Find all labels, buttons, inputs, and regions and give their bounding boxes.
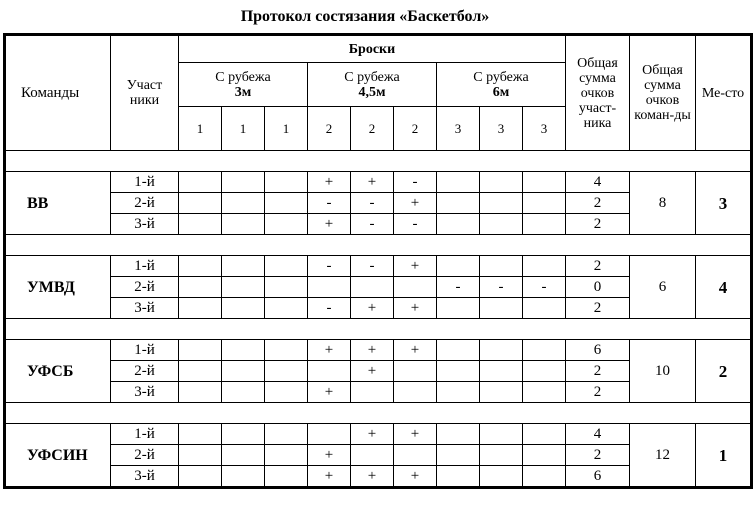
header-attempt-number: 1 bbox=[222, 107, 265, 151]
header-teams: Команды bbox=[5, 35, 111, 151]
throw-result-cell bbox=[179, 214, 222, 235]
throw-result-cell bbox=[394, 277, 437, 298]
throw-result-cell bbox=[437, 424, 480, 445]
throw-result-cell bbox=[523, 298, 566, 319]
header-attempt-number: 2 bbox=[351, 107, 394, 151]
header-attempt-number: 1 bbox=[179, 107, 222, 151]
separator-cell bbox=[5, 235, 752, 256]
separator-row bbox=[5, 235, 752, 256]
throw-result-cell: + bbox=[308, 340, 351, 361]
throw-result-cell bbox=[480, 361, 523, 382]
throw-result-cell: + bbox=[351, 172, 394, 193]
table-row bbox=[5, 340, 752, 361]
header-attempt-number: 3 bbox=[523, 107, 566, 151]
throw-result-cell bbox=[437, 172, 480, 193]
participant-label: 3-й bbox=[111, 382, 179, 403]
document-title: Протокол состязания «Баскетбол» bbox=[240, 8, 490, 25]
throw-result-cell: + bbox=[308, 445, 351, 466]
header-attempt-number: 2 bbox=[394, 107, 437, 151]
throw-result-cell bbox=[351, 445, 394, 466]
throw-result-cell bbox=[523, 424, 566, 445]
participant-label: 1-й bbox=[111, 172, 179, 193]
participant-total: 2 bbox=[566, 361, 630, 382]
separator-cell bbox=[5, 151, 752, 172]
throw-result-cell bbox=[222, 193, 265, 214]
header-line-distance: 4,5м bbox=[358, 84, 386, 100]
separator-row bbox=[5, 151, 752, 172]
throw-result-cell: + bbox=[394, 298, 437, 319]
throw-result-cell: - bbox=[308, 256, 351, 277]
separator-row bbox=[5, 319, 752, 340]
throw-result-cell bbox=[394, 361, 437, 382]
throw-result-cell bbox=[265, 361, 308, 382]
throw-result-cell bbox=[523, 445, 566, 466]
throw-result-cell bbox=[480, 466, 523, 488]
header-attempt-number: 3 bbox=[480, 107, 523, 151]
throw-result-cell: + bbox=[394, 256, 437, 277]
header-attempt-number: 2 bbox=[308, 107, 351, 151]
throw-result-cell bbox=[179, 172, 222, 193]
team-name: УФСИН bbox=[5, 424, 111, 488]
throw-result-cell bbox=[265, 424, 308, 445]
throw-result-cell bbox=[179, 277, 222, 298]
header-line-prefix: С рубежа bbox=[344, 69, 400, 85]
team-place: 2 bbox=[696, 340, 752, 403]
header-participant-total: Общая сумма очков участ-ника bbox=[566, 35, 630, 151]
throw-result-cell bbox=[437, 193, 480, 214]
throw-result-cell bbox=[179, 340, 222, 361]
throw-result-cell bbox=[179, 361, 222, 382]
throw-result-cell bbox=[265, 193, 308, 214]
throw-result-cell bbox=[480, 340, 523, 361]
throw-result-cell bbox=[265, 256, 308, 277]
throw-result-cell bbox=[265, 340, 308, 361]
participant-total: 4 bbox=[566, 172, 630, 193]
throw-result-cell bbox=[523, 466, 566, 488]
throw-result-cell bbox=[437, 298, 480, 319]
throw-result-cell bbox=[351, 382, 394, 403]
throw-result-cell bbox=[437, 214, 480, 235]
team-name: УФСБ bbox=[5, 340, 111, 403]
team-place: 1 bbox=[696, 424, 752, 488]
throw-result-cell bbox=[222, 298, 265, 319]
participant-label: 1-й bbox=[111, 424, 179, 445]
throw-result-cell bbox=[480, 445, 523, 466]
separator-cell bbox=[5, 319, 752, 340]
throw-result-cell bbox=[480, 298, 523, 319]
throw-result-cell bbox=[179, 298, 222, 319]
throw-result-cell: + bbox=[394, 424, 437, 445]
header-attempt-number: 3 bbox=[437, 107, 480, 151]
participant-total: 6 bbox=[566, 340, 630, 361]
team-total: 6 bbox=[630, 256, 696, 319]
throw-result-cell bbox=[308, 424, 351, 445]
throw-result-cell bbox=[179, 424, 222, 445]
header-participants: Участ ники bbox=[111, 35, 179, 151]
throw-result-cell: + bbox=[351, 298, 394, 319]
participant-total: 2 bbox=[566, 214, 630, 235]
header-line-distance: 6м bbox=[492, 84, 510, 100]
throw-result-cell bbox=[222, 172, 265, 193]
team-name: УМВД bbox=[5, 256, 111, 319]
throw-result-cell: - bbox=[437, 277, 480, 298]
participant-total: 6 bbox=[566, 466, 630, 488]
header-team-total: Общая сумма очков коман-ды bbox=[630, 35, 696, 151]
throw-result-cell bbox=[523, 256, 566, 277]
throw-result-cell: - bbox=[308, 298, 351, 319]
throw-result-cell: + bbox=[308, 214, 351, 235]
team-name: ВВ bbox=[5, 172, 111, 235]
participant-total: 2 bbox=[566, 382, 630, 403]
throw-result-cell bbox=[222, 424, 265, 445]
throw-result-cell bbox=[222, 382, 265, 403]
throw-result-cell: + bbox=[394, 340, 437, 361]
throw-result-cell bbox=[308, 277, 351, 298]
separator-row bbox=[5, 403, 752, 424]
throw-result-cell bbox=[437, 382, 480, 403]
throw-result-cell: - bbox=[351, 256, 394, 277]
participant-label: 2-й bbox=[111, 361, 179, 382]
participant-total: 2 bbox=[566, 445, 630, 466]
throw-result-cell: + bbox=[351, 340, 394, 361]
header-line-distance: 3м bbox=[234, 84, 252, 100]
throw-result-cell bbox=[179, 445, 222, 466]
throw-result-cell bbox=[523, 340, 566, 361]
throw-result-cell: - bbox=[523, 277, 566, 298]
throw-result-cell: + bbox=[308, 382, 351, 403]
participant-label: 3-й bbox=[111, 298, 179, 319]
throw-result-cell: - bbox=[394, 214, 437, 235]
throw-result-cell bbox=[394, 445, 437, 466]
throw-result-cell bbox=[523, 193, 566, 214]
throw-result-cell bbox=[222, 361, 265, 382]
throw-result-cell bbox=[437, 340, 480, 361]
team-total: 12 bbox=[630, 424, 696, 488]
participant-total: 0 bbox=[566, 277, 630, 298]
throw-result-cell bbox=[179, 382, 222, 403]
participant-label: 1-й bbox=[111, 256, 179, 277]
table-row bbox=[5, 256, 752, 277]
separator-cell bbox=[5, 403, 752, 424]
throw-result-cell bbox=[222, 277, 265, 298]
throw-result-cell bbox=[523, 214, 566, 235]
header-place: Ме-сто bbox=[696, 35, 752, 151]
throw-result-cell: - bbox=[351, 214, 394, 235]
throw-result-cell bbox=[480, 256, 523, 277]
participant-total: 2 bbox=[566, 298, 630, 319]
throw-result-cell bbox=[437, 445, 480, 466]
throw-result-cell bbox=[437, 361, 480, 382]
header-line-3 bbox=[437, 63, 566, 107]
table-row bbox=[5, 172, 752, 193]
header-line-2 bbox=[308, 63, 437, 107]
participant-label: 1-й bbox=[111, 340, 179, 361]
team-total: 10 bbox=[630, 340, 696, 403]
throw-result-cell bbox=[394, 382, 437, 403]
throw-result-cell bbox=[179, 193, 222, 214]
throw-result-cell bbox=[265, 445, 308, 466]
throw-result-cell bbox=[222, 466, 265, 488]
header-attempt-number: 1 bbox=[265, 107, 308, 151]
throw-result-cell bbox=[265, 277, 308, 298]
throw-result-cell bbox=[265, 382, 308, 403]
throw-result-cell bbox=[480, 214, 523, 235]
throw-result-cell bbox=[265, 466, 308, 488]
throw-result-cell bbox=[179, 256, 222, 277]
throw-result-cell bbox=[222, 256, 265, 277]
header-line-1 bbox=[179, 63, 308, 107]
throw-result-cell bbox=[523, 361, 566, 382]
team-place: 4 bbox=[696, 256, 752, 319]
throw-result-cell: - bbox=[351, 193, 394, 214]
throw-result-cell bbox=[437, 466, 480, 488]
team-place: 3 bbox=[696, 172, 752, 235]
participant-label: 2-й bbox=[111, 193, 179, 214]
participant-total: 2 bbox=[566, 193, 630, 214]
throw-result-cell bbox=[265, 214, 308, 235]
throw-result-cell: + bbox=[351, 361, 394, 382]
throw-result-cell: + bbox=[308, 466, 351, 488]
throw-result-cell: - bbox=[394, 172, 437, 193]
throw-result-cell bbox=[308, 361, 351, 382]
throw-result-cell bbox=[480, 382, 523, 403]
throw-result-cell bbox=[265, 298, 308, 319]
participant-label: 3-й bbox=[111, 214, 179, 235]
protocol-table bbox=[3, 33, 753, 489]
participant-total: 4 bbox=[566, 424, 630, 445]
table-row bbox=[5, 424, 752, 445]
throw-result-cell bbox=[523, 382, 566, 403]
participant-label: 3-й bbox=[111, 466, 179, 488]
throw-result-cell bbox=[351, 277, 394, 298]
participant-total: 2 bbox=[566, 256, 630, 277]
throw-result-cell: + bbox=[351, 424, 394, 445]
throw-result-cell: - bbox=[480, 277, 523, 298]
throw-result-cell bbox=[265, 172, 308, 193]
throw-result-cell: - bbox=[308, 193, 351, 214]
throw-result-cell: + bbox=[394, 193, 437, 214]
throw-result-cell bbox=[480, 172, 523, 193]
throw-result-cell bbox=[222, 445, 265, 466]
participant-label: 2-й bbox=[111, 445, 179, 466]
header-line-prefix: С рубежа bbox=[215, 69, 271, 85]
throw-result-cell: + bbox=[308, 172, 351, 193]
header-line-prefix: С рубежа bbox=[473, 69, 529, 85]
throw-result-cell bbox=[179, 466, 222, 488]
throw-result-cell bbox=[480, 193, 523, 214]
throw-result-cell bbox=[523, 172, 566, 193]
throw-result-cell bbox=[222, 214, 265, 235]
throw-result-cell: + bbox=[394, 466, 437, 488]
participant-label: 2-й bbox=[111, 277, 179, 298]
header-throws: Броски bbox=[179, 35, 566, 63]
throw-result-cell bbox=[437, 256, 480, 277]
team-total: 8 bbox=[630, 172, 696, 235]
throw-result-cell bbox=[222, 340, 265, 361]
throw-result-cell: + bbox=[351, 466, 394, 488]
throw-result-cell bbox=[480, 424, 523, 445]
